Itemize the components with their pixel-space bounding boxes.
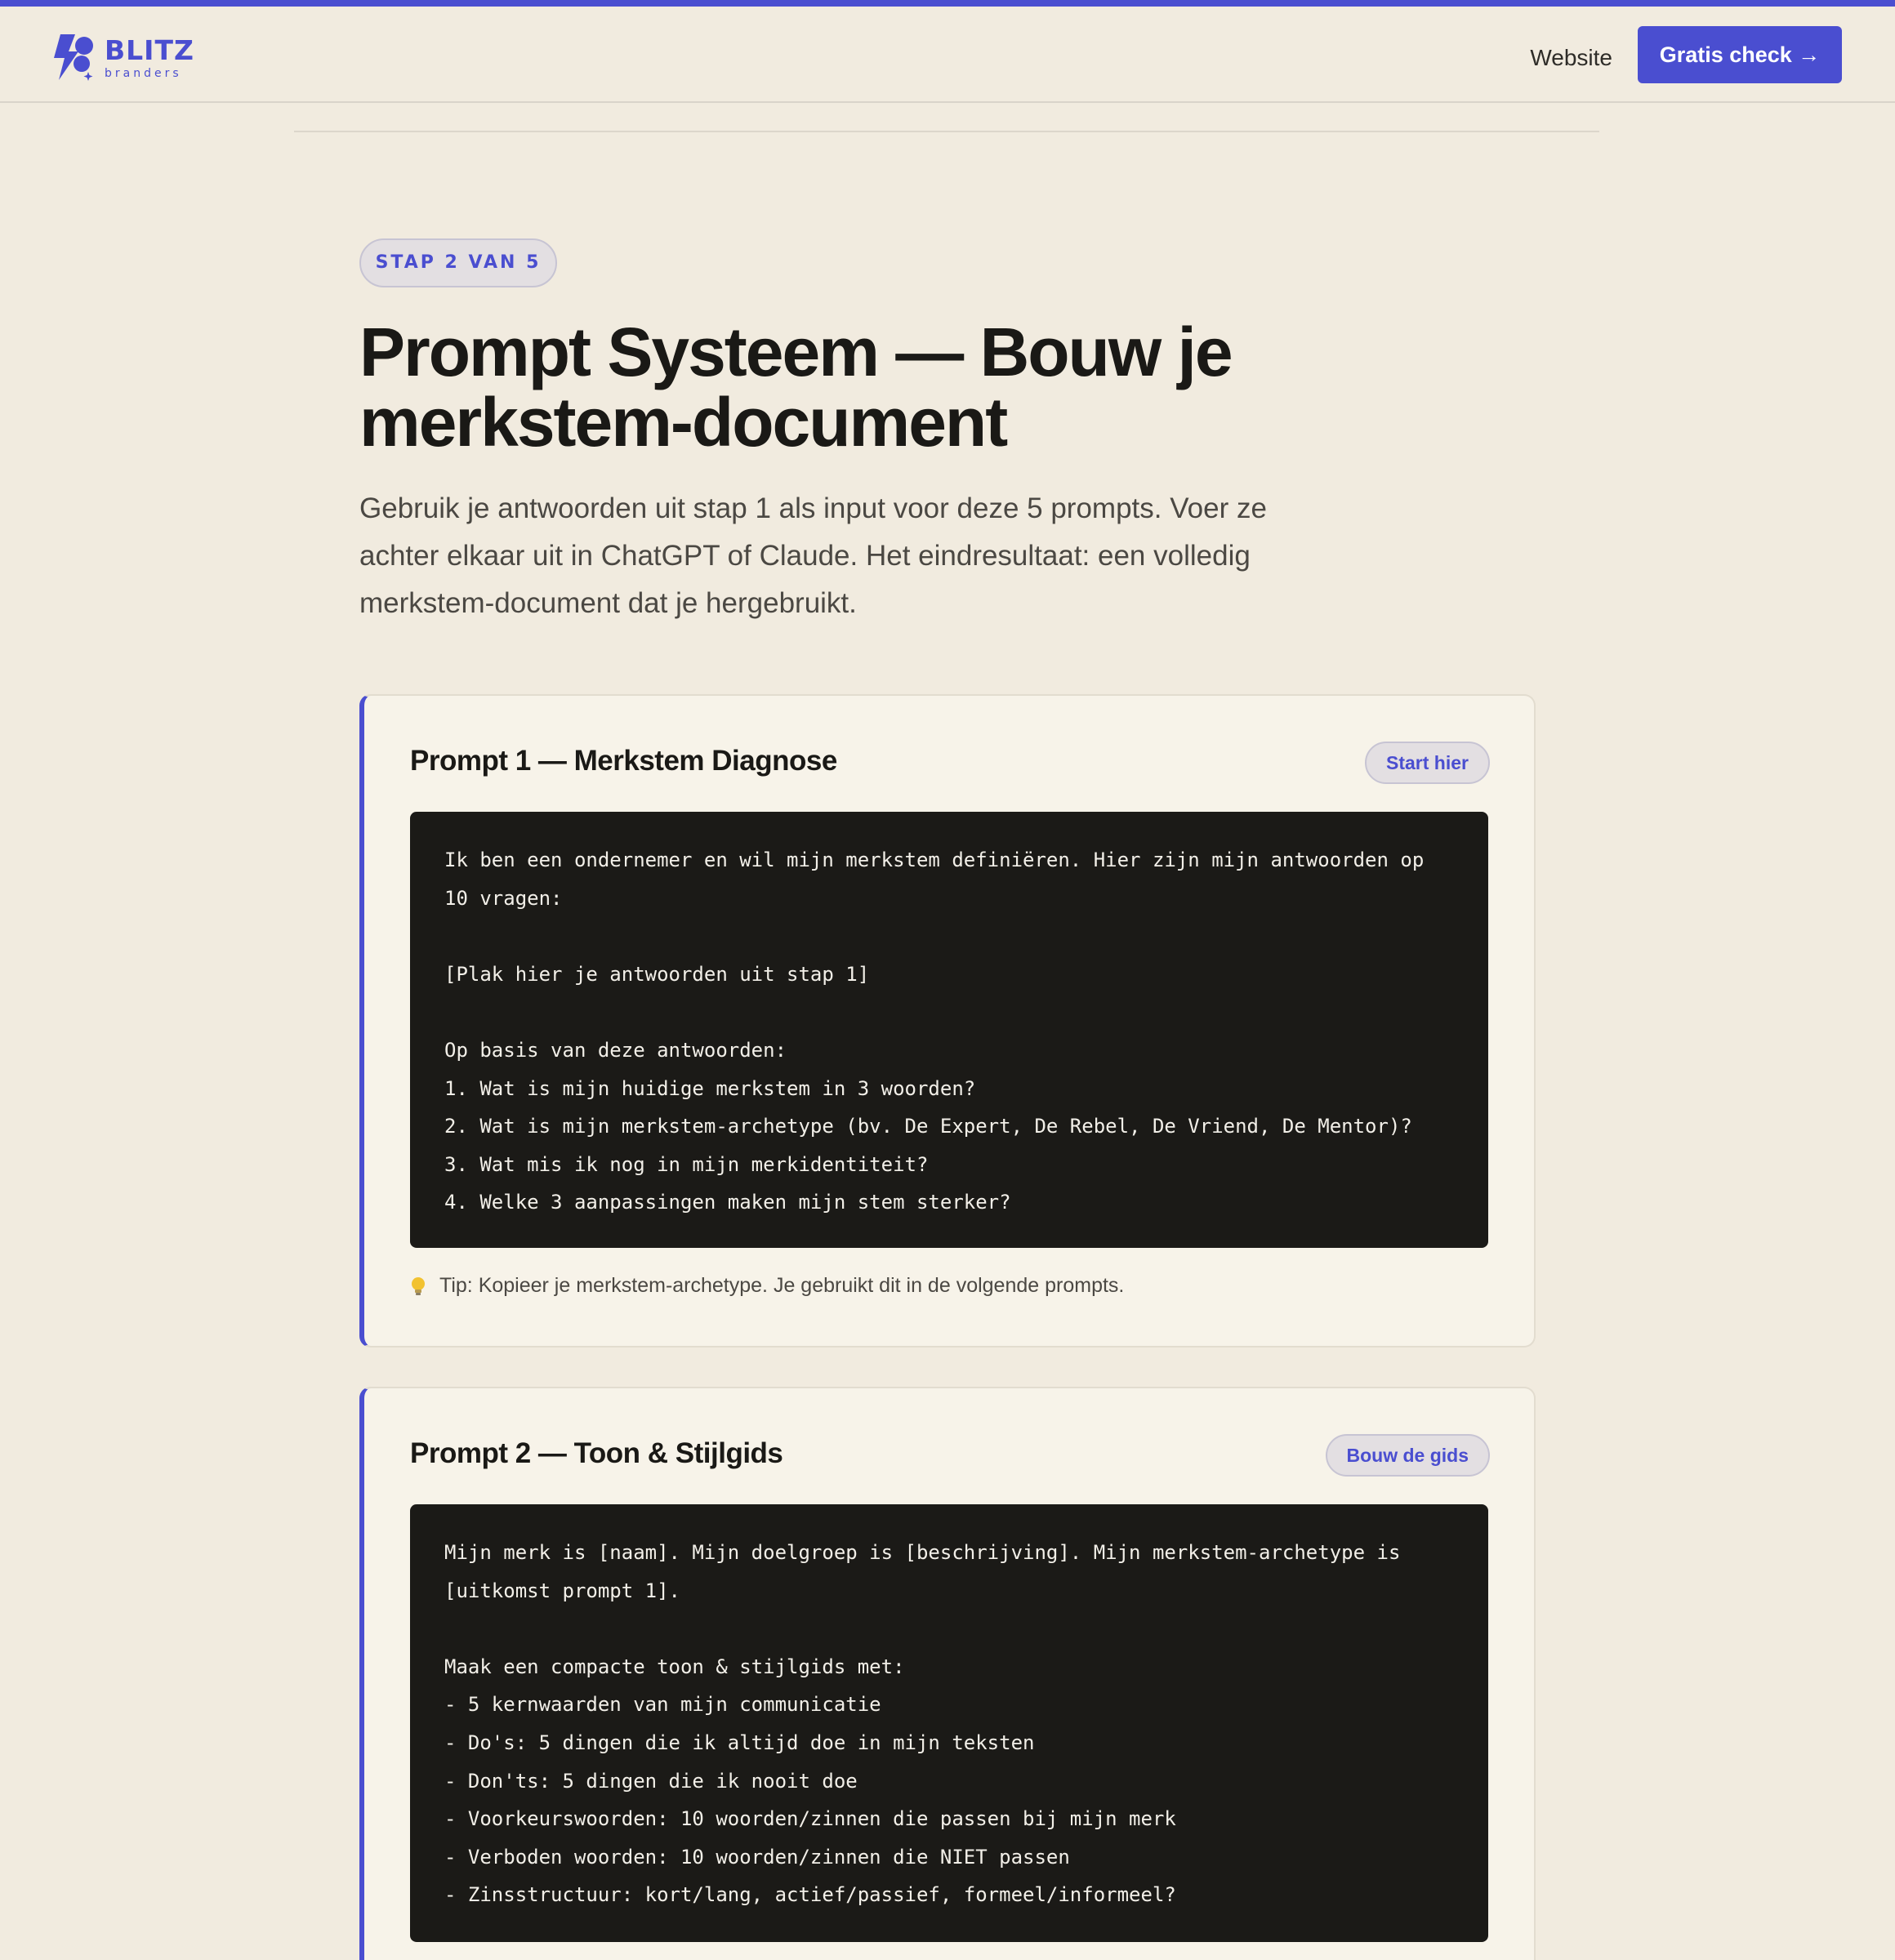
prompt-1-tag: Start hier xyxy=(1365,742,1490,784)
gratis-check-button[interactable]: Gratis check → xyxy=(1638,26,1842,83)
logo-subtitle: branders xyxy=(105,67,182,80)
step-badge: STAP 2 VAN 5 xyxy=(359,238,557,287)
content-divider xyxy=(294,131,1599,132)
prompt-1-title: Prompt 1 — Merkstem Diagnose xyxy=(410,745,837,777)
prompt-card-1 xyxy=(359,694,1536,1348)
brand-logo[interactable] xyxy=(51,33,194,83)
page-title: Prompt Systeem — Bouw je merkstem-document xyxy=(359,314,1232,461)
prompt-2-tag: Bouw de gids xyxy=(1326,1434,1491,1477)
site-header xyxy=(0,7,1895,103)
lightning-logo-icon xyxy=(51,33,95,83)
prompt-card-2 xyxy=(359,1387,1536,1960)
nav-link-website[interactable]: Website xyxy=(1530,45,1612,70)
prompt-2-title: Prompt 2 — Toon & Stijlgids xyxy=(410,1437,783,1469)
logo-title: BLITZ xyxy=(105,34,194,66)
lightbulb-icon xyxy=(410,1276,426,1296)
prompt-1-code-block[interactable]: Ik ben een ondernemer en wil mijn merkstem definiëren. Hier zijn mijn antwoorden op 10 vragen: [Plak hier je antwoorden uit stap 1] Op basis van deze antwoorden: 1. Wat is mijn huidige merkstem in 3 woorden? 2. Wat is mijn merkstem-archetype (bv. De Expert, De Rebel, De Vriend, De Mentor)? 3. Wat mis ik nog in mijn merkidentiteit? 4. Welke 3 aanpassingen maken mijn stem sterker? xyxy=(410,812,1488,1248)
prompt-1-tip-text: Tip: Kopieer je merkstem-archetype. Je gebruikt dit in de volgende prompts. xyxy=(439,1274,1125,1297)
intro-text: Gebruik je antwoorden uit stap 1 als input voor deze 5 prompts. Voer ze achter elkaar uit in ChatGPT of Claude. Het eindresultaat: een volledig merkstem-document dat je hergebruikt. xyxy=(359,492,1267,619)
top-accent-bar xyxy=(0,0,1895,7)
prompt-2-code-block[interactable]: Mijn merk is [naam]. Mijn doelgroep is [beschrijving]. Mijn merkstem-archetype is [uitkomst prompt 1]. Maak een compacte toon & stijlgids met: - 5 kernwaarden van mijn communicatie - Do's: 5 dingen die ik altijd doe in mijn teksten - Don'ts: 5 dingen die ik nooit doe - Voorkeurswoorden: 10 woorden/zinnen die passen bij mijn merk - Verboden woorden: 10 woorden/zinnen die NIET passen - Zinsstructuur: kort/lang, actief/passief, formeel/informeel? xyxy=(410,1504,1488,1942)
prompt-1-tip xyxy=(410,1274,1124,1298)
